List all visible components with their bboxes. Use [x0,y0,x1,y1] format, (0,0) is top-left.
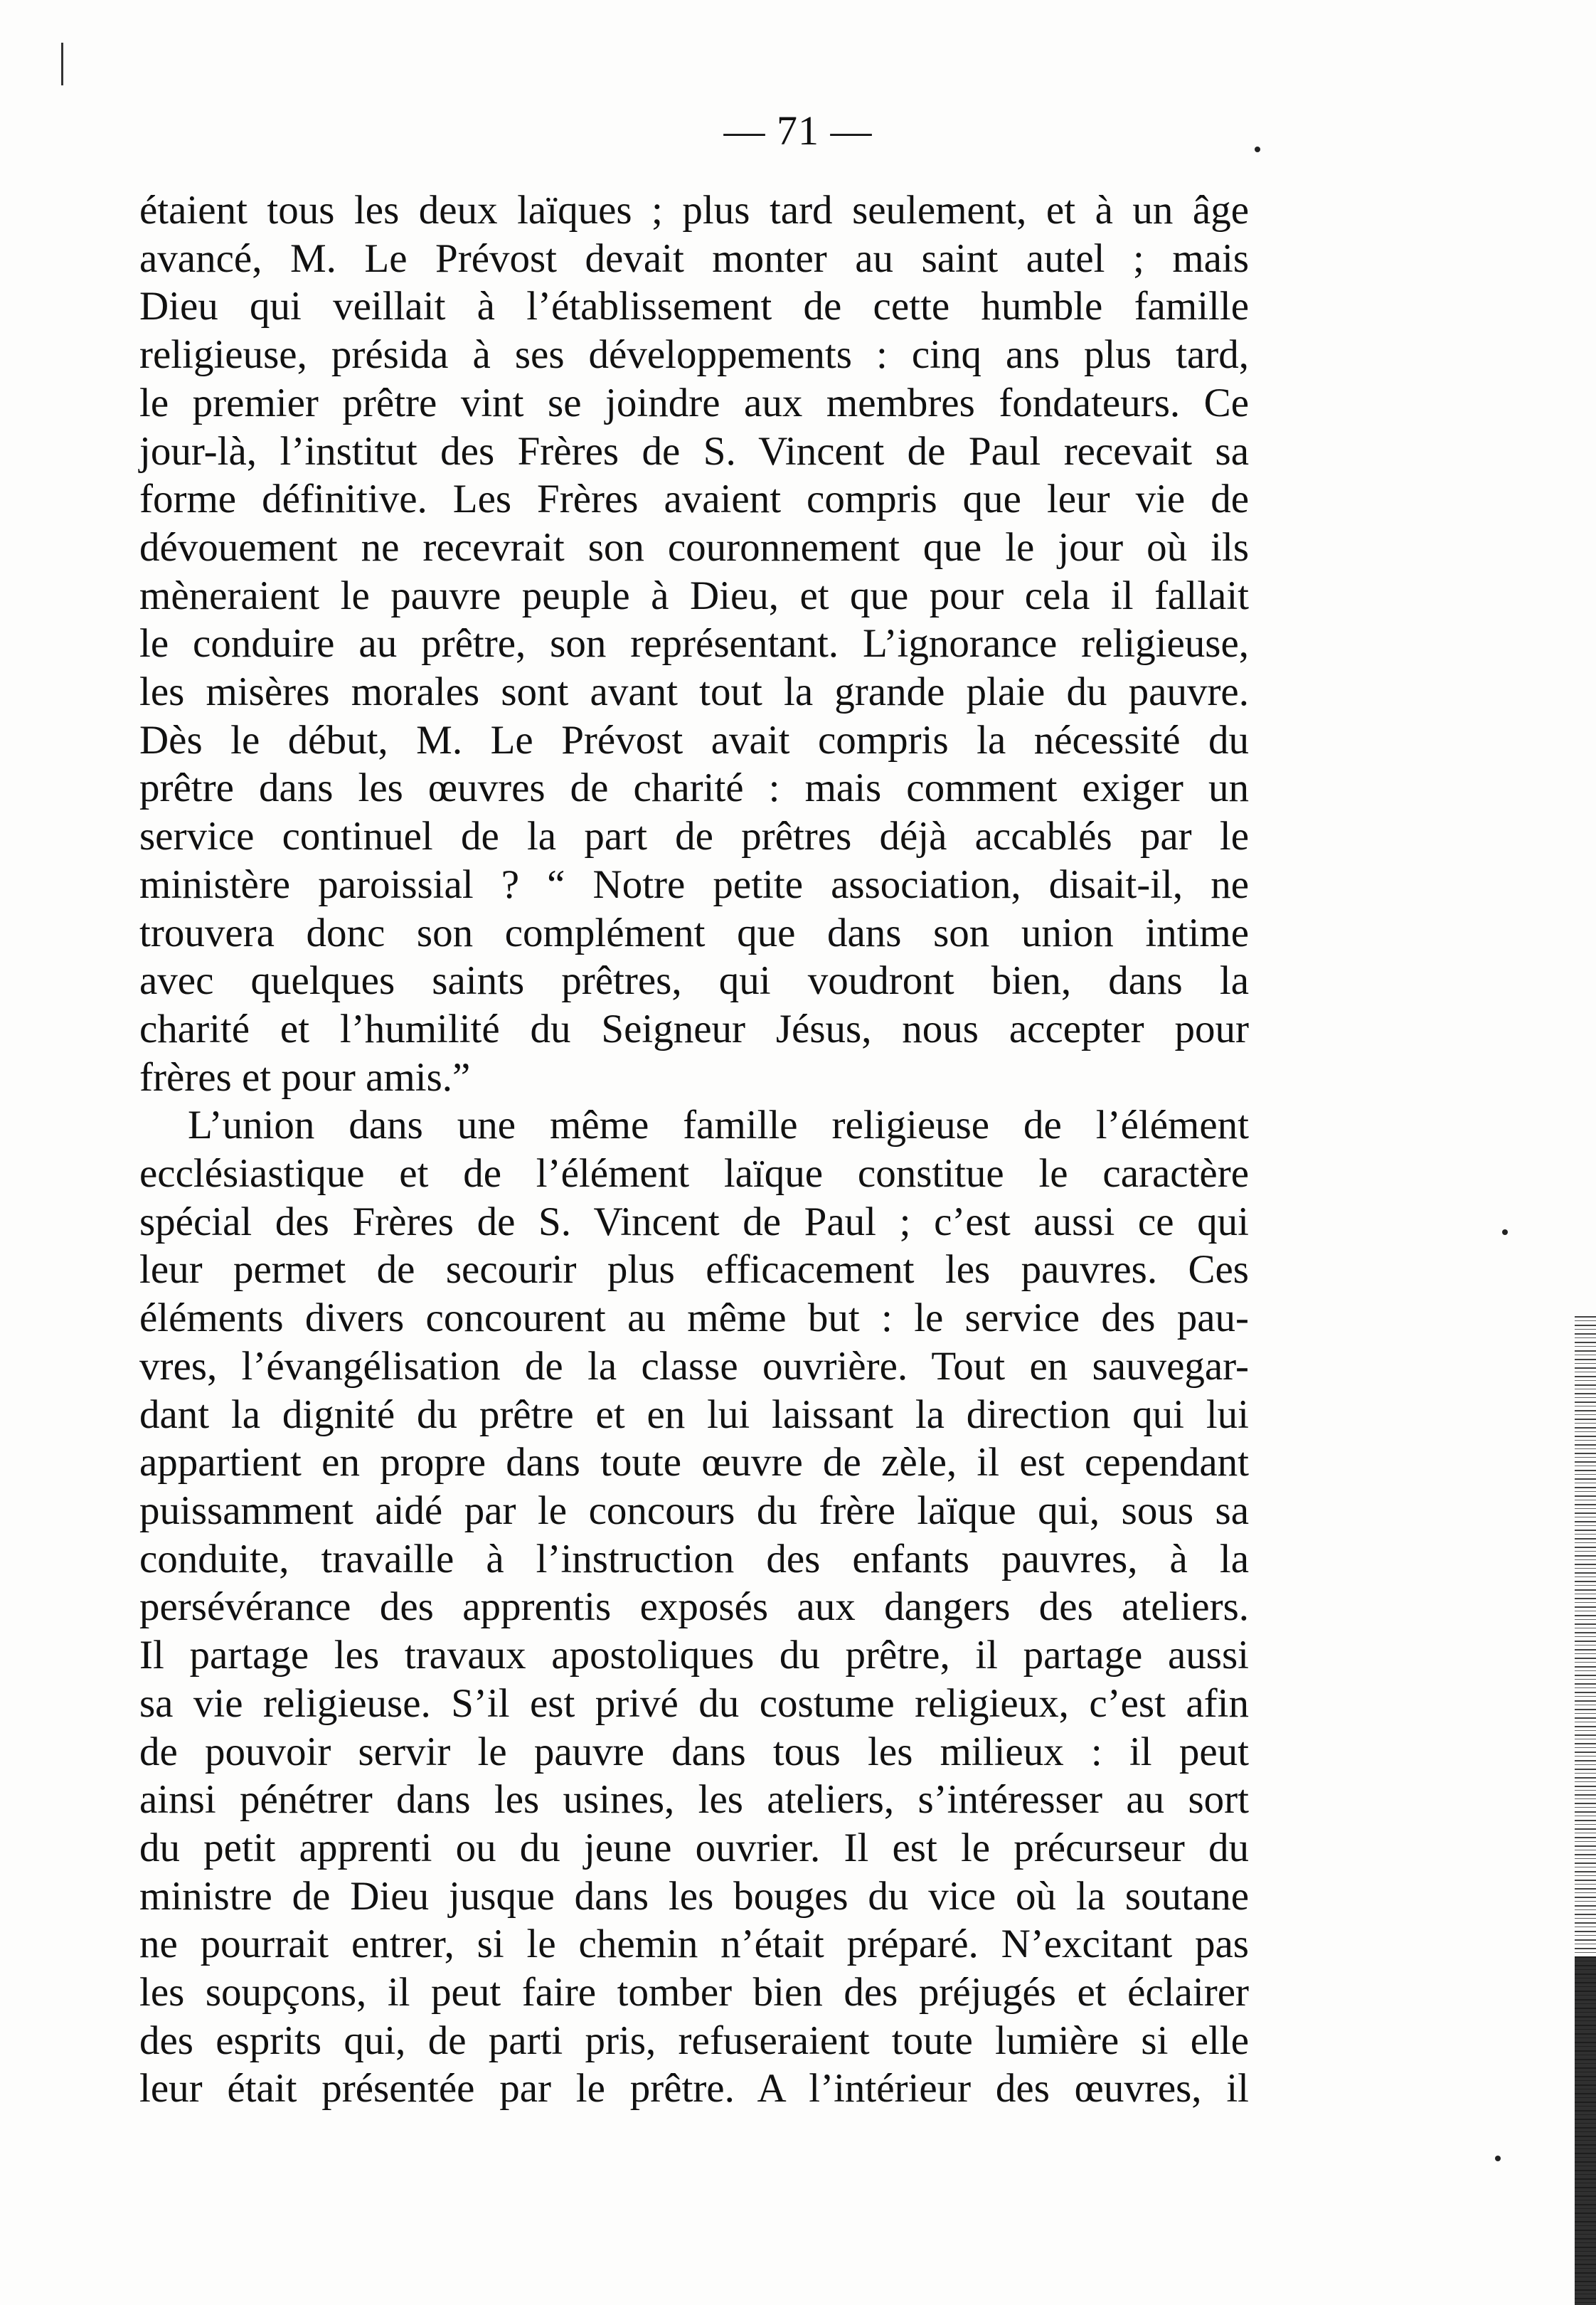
text-line: puissamment aidé par le concours du frère laïque qui, sous sa [139,1488,1249,1533]
text-line: avec quelques saints prêtres, qui voudront bien, dans la [139,958,1249,1004]
text-line: le premier prêtre vint se joindre aux membres fondateurs. Ce [139,380,1249,425]
text-line: leur était présentée par le prêtre. A l’intérieur des œuvres, il [139,2066,1249,2111]
text-line: jour-là, l’institut des Frères de S. Vincent de Paul recevait sa [139,428,1249,474]
text-line: Dieu qui veillait à l’établissement de cette humble famille [139,284,1249,329]
text-line: frères et pour amis.” [139,1054,471,1100]
text-line: prêtre dans les œuvres de charité : mais comment exiger un [139,765,1249,811]
text-line: ministère paroissial ? “ Notre petite association, disait-il, ne [139,862,1249,907]
text-line: éléments divers concourent au même but : le service des pau- [139,1295,1249,1341]
page-body [139,186,1249,2113]
text-line: du petit apprenti ou du jeune ouvrier. Il est le précurseur du [139,1825,1249,1870]
text-line: spécial des Frères de S. Vincent de Paul ; c’est aussi ce qui [139,1199,1249,1244]
text-line: forme définitive. Les Frères avaient compris que leur vie de [139,477,1249,522]
text-line: charité et l’humilité du Seigneur Jésus, nous accepter pour [139,1006,1249,1051]
scan-speck [1495,2156,1501,2161]
text-line: appartient en propre dans toute œuvre de zèle, il est cependant [139,1440,1249,1485]
text-line: ainsi pénétrer dans les usines, les ateliers, s’intéresser au sort [139,1777,1249,1823]
text-line: mèneraient le pauvre peuple à Dieu, et que pour cela il fallait [139,573,1249,618]
text-line: vres, l’évangélisation de la classe ouvrière. Tout en sauvegar- [139,1343,1249,1389]
paragraph [139,1101,1249,2113]
text-line: les soupçons, il peut faire tomber bien des préjugés et éclairer [139,1970,1249,2015]
text-line: ministre de Dieu jusque dans les bouges du vice où la soutane [139,1873,1249,1919]
text-line: service continuel de la part de prêtres déjà accablés par le [139,814,1249,859]
page-number: — 71 — [723,107,873,154]
text-line: ne pourrait entrer, si le chemin n’était préparé. N’excitant pas [139,1922,1249,1967]
text-line: Il partage les travaux apostoliques du prêtre, il partage aussi [139,1633,1249,1678]
scan-edge-noise [1575,1956,1596,2305]
text-line: persévérance des apprentis exposés aux dangers des ateliers. [139,1584,1249,1630]
text-line: dant la dignité du prêtre et en lui laissant la direction qui lui [139,1392,1249,1437]
text-line: ecclésiastique et de l’élément laïque constitue le caractère [139,1151,1249,1197]
text-line: des esprits qui, de parti pris, refuseraient toute lumière si elle [139,2018,1249,2063]
scan-speck [1502,1229,1508,1235]
text-line: de pouvoir servir le pauvre dans tous les milieux : il peut [139,1729,1249,1774]
text-line: le conduire au prêtre, son représentant. L’ignorance religieuse, [139,621,1249,667]
text-line: sa vie religieuse. S’il est privé du costume religieux, c’est afin [139,1680,1249,1726]
text-line: L’union dans une même famille religieuse de l’élément [188,1103,1249,1148]
text-line: religieuse, présida à ses développements : cinq ans plus tard, [139,332,1249,378]
text-line: avancé, M. Le Prévost devait monter au saint autel ; mais [139,235,1249,281]
text-line: Dès le début, M. Le Prévost avait compris la nécessité du [139,717,1249,763]
scan-mark [61,43,63,85]
text-line: dévouement ne recevrait son couronnement que le jour où ils [139,524,1249,570]
paragraph [139,186,1249,1101]
text-line: les misères morales sont avant tout la grande plaie du pauvre. [139,669,1249,715]
text-line: leur permet de secourir plus efficacement les pauvres. Ces [139,1247,1249,1293]
text-line: conduite, travaille à l’instruction des enfants pauvres, à la [139,1536,1249,1581]
text-line: trouvera donc son complément que dans son union intime [139,910,1249,955]
scan-speck [1255,147,1260,152]
text-line: étaient tous les deux laïques ; plus tard seulement, et à un âge [139,188,1249,233]
